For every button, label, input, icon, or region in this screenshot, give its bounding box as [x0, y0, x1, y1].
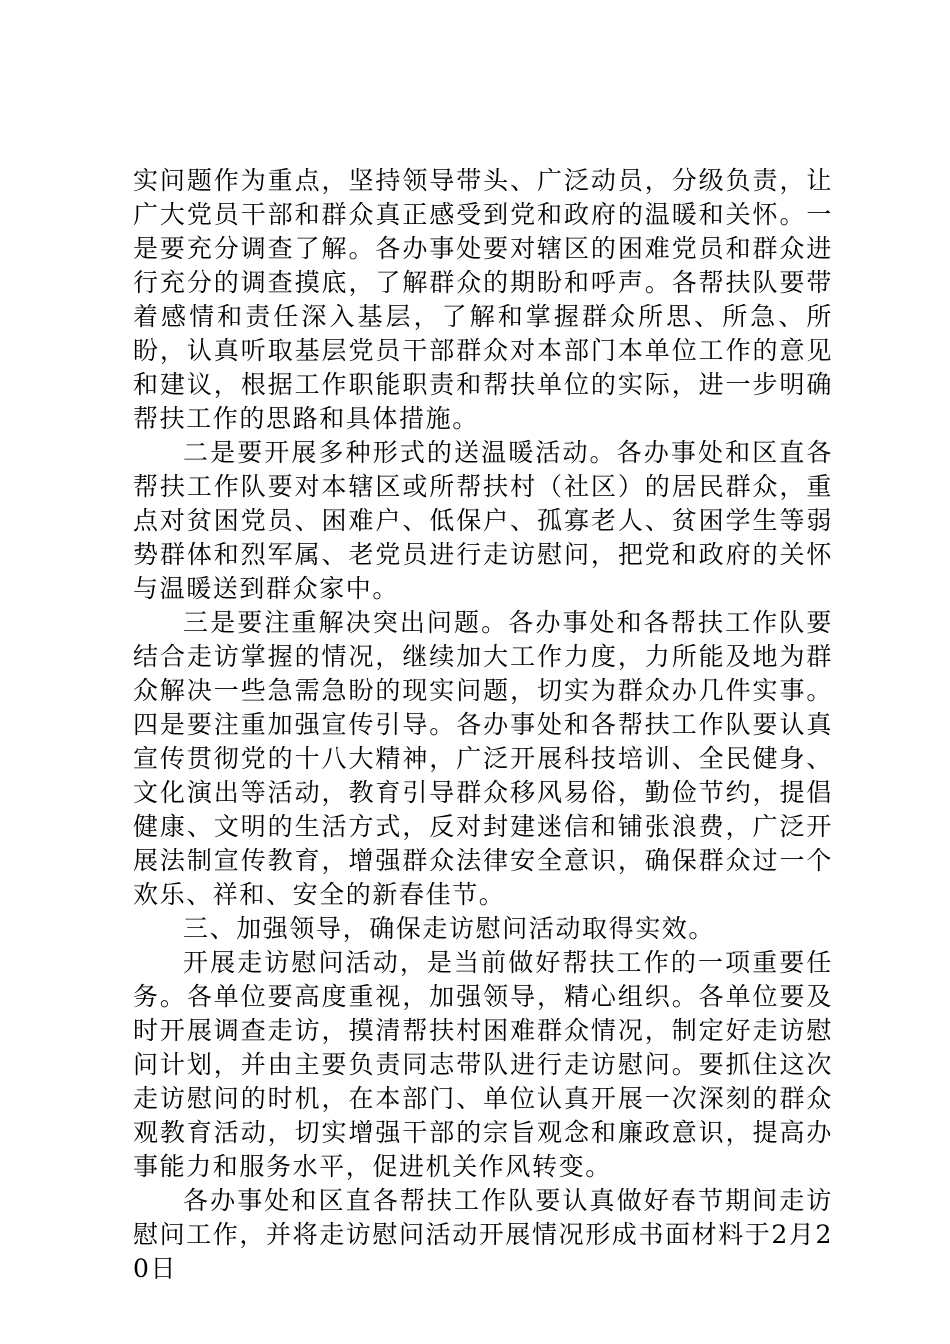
paragraph-2: 二是要开展多种形式的送温暖活动。各办事处和区直各帮扶工作队要对本辖区或所帮扶村（社区）的居民群众，重点对贫困党员、困难户、低保户、孤寡老人、贫困学生等弱势群体和烈军属、老党员进行走访慰问，把党和政府的关怀与温暖送到群众家中。	[133, 438, 833, 603]
paragraph-4: 开展走访慰问活动，是当前做好帮扶工作的一项重要任务。各单位要高度重视，加强领导，精心组织。各单位要及时开展调查走访，摸清帮扶村困难群众情况，制定好走访慰问计划，并由主要负责同志带队进行走访慰问。要抓住这次走访慰问的时机，在本部门、单位认真开展一次深刻的群众观教育活动，切实增强干部的宗旨观念和廉政意识，提高办事能力和服务水平，促进机关作风转变。	[133, 948, 833, 1181]
paragraph-5: 各办事处和区直各帮扶工作队要认真做好春节期间走访慰问工作，并将走访慰问活动开展情况形成书面材料于2月20日	[133, 1186, 834, 1283]
document-body	[133, 164, 833, 1286]
paragraph-3: 三是要注重解决突出问题。各办事处和各帮扶工作队要结合走访掌握的情况，继续加大工作力度，力所能及地为群众解决一些急需急盼的现实问题，切实为群众办几件实事。四是要注重加强宣传引导。各办事处和各帮扶工作队要认真宣传贯彻党的十八大精神，广泛开展科技培训、全民健身、文化演出等活动，教育引导群众移风易俗，勤俭节约，提倡健康、文明的生活方式，反对封建迷信和铺张浪费，广泛开展法制宣传教育，增强群众法律安全意识，确保群众过一个欢乐、祥和、安全的新春佳节。	[133, 608, 833, 909]
section-heading-3: 三、加强领导，确保走访慰问活动取得实效。	[183, 914, 716, 943]
paragraph-1: 实问题作为重点，坚持领导带头、广泛动员，分级负责，让广大党员干部和群众真正感受到党和政府的温暖和关怀。一是要充分调查了解。各办事处要对辖区的困难党员和群众进行充分的调查摸底，了解群众的期盼和呼声。各帮扶队要带着感情和责任深入基层，了解和掌握群众所思、所急、所盼，认真听取基层党员干部群众对本部门本单位工作的意见和建议，根据工作职能职责和帮扶单位的实际，进一步明确帮扶工作的思路和具体措施。	[133, 166, 833, 433]
